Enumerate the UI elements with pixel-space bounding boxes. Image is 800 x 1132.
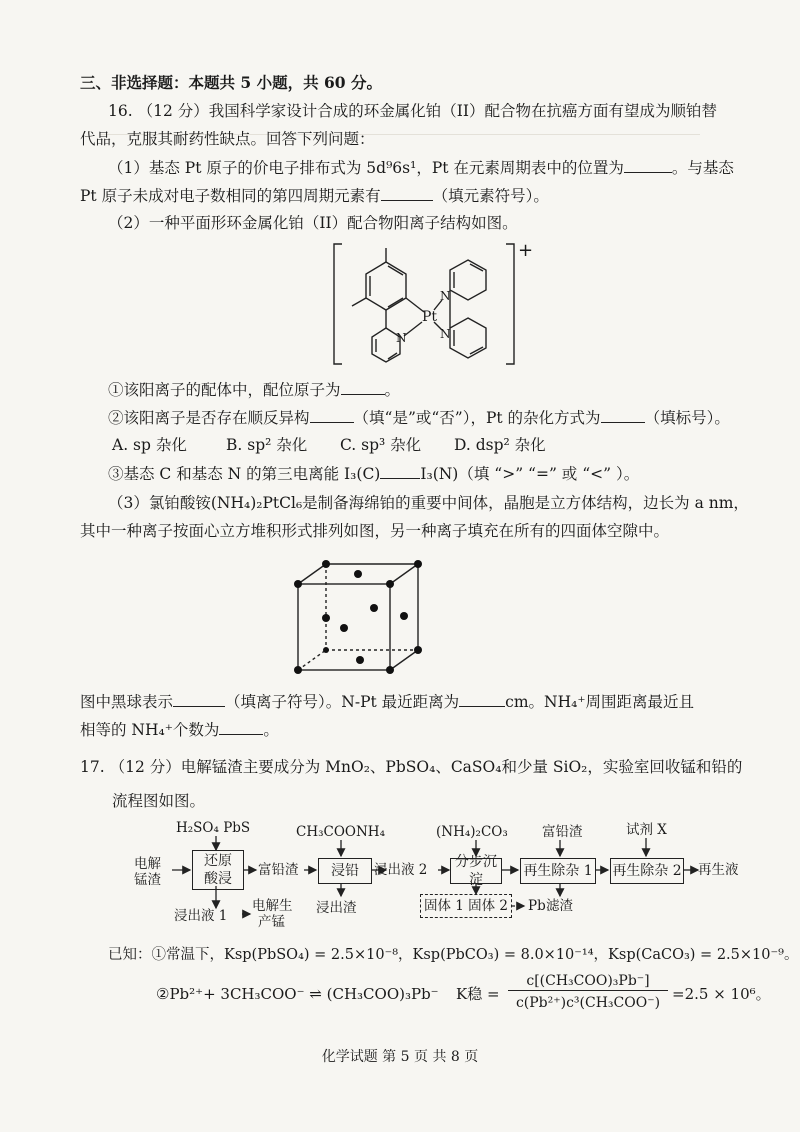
page-footer: 化学试题 第 5 页 共 8 页 <box>321 1049 479 1065</box>
q16-sub2-text-a: ②该阳离子是否存在顺反异构 <box>108 409 310 427</box>
n-atom-label: N <box>396 331 407 345</box>
section-header: 三、非选择题：本题共 5 小题，共 60 分。 <box>80 73 382 92</box>
q16-sub1-text-b: 。 <box>384 381 401 399</box>
option-d: D. dsp² 杂化 <box>454 436 546 454</box>
q16-part2-intro: （2）一种平面形环金属化铂（II）配合物阳离子结构如图。 <box>108 214 518 232</box>
q16-sub2-text-c: （填标号）。 <box>644 409 730 427</box>
q17-intro-line1: 17. （12 分）电解锰渣主要成分为 MnO₂、PbSO₄、CaSO₄和少量 SiO₂，实验室回收锰和铅的 <box>80 758 743 776</box>
flow-reagent-5: 试剂 X <box>626 822 667 838</box>
q17-intro-line2: 流程图如图。 <box>112 792 206 810</box>
option-c: C. sp³ 杂化 <box>340 436 422 454</box>
q16-part3-line1: （3）氯铂酸铵(NH₄)₂PtCl₆是制备海绵铂的重要中间体，晶胞是立方体结构，边长为 a nm， <box>108 494 749 512</box>
charge-sign: + <box>518 240 534 261</box>
benzene-ring <box>366 262 406 310</box>
flow-reagent-2: CH₃COONH₄ <box>296 824 385 840</box>
answer-blank[interactable] <box>341 378 385 395</box>
answer-blank[interactable] <box>173 690 225 707</box>
flow-reagent-1: H₂SO₄ PbS <box>176 820 251 836</box>
q16-sub2-text-b: （填“是”或“否”），Pt 的杂化方式为 <box>353 409 601 427</box>
q16-part3-text-d2: 。 <box>263 721 279 739</box>
answer-blank[interactable] <box>381 184 433 201</box>
q17-known-1: 已知：①常温下，Ksp(PbSO₄) = 2.5×10⁻⁸，Ksp(PbCO₃) = 8.0×10⁻¹⁴，Ksp(CaCO₃) = 2.5×10⁻⁹。 <box>108 947 799 963</box>
q16-sub3-text-b: I₃(N)（填 “>” “=” 或 “<” ）。 <box>420 465 640 483</box>
q16-part1-line1 <box>108 156 734 179</box>
methyl-group <box>352 298 366 306</box>
pyridine-ring <box>450 318 486 358</box>
process-flowchart <box>118 818 758 938</box>
answer-blank[interactable] <box>601 406 645 423</box>
q16-part3-line3 <box>80 690 694 713</box>
flow-step-regen-purify-1: 再生除杂 1 <box>520 858 596 884</box>
right-bracket <box>506 244 514 364</box>
q16-sub1 <box>108 378 400 401</box>
q17-known-2-equation: ②Pb²⁺+ 3CH₃COO⁻ ⇌ (CH₃COO)₃Pb⁻ <box>156 985 439 1003</box>
flow-output-1b-line2: 产锰 <box>258 914 285 930</box>
flow-step-stepwise-precip: 分步沉淀 <box>450 858 502 884</box>
q17-k-denominator: c(Pb²⁺)c³(CH₃COO⁻) <box>515 995 661 1011</box>
q16-intro-line2: 代品，克服其耐药性缺点。回答下列问题： <box>80 130 375 148</box>
flow-pb-product: Pb <box>528 898 546 914</box>
q16-part3-text-c1: 图中黑球表示 <box>80 693 174 711</box>
flow-intermediate-2: 浸出液 2 <box>374 862 428 878</box>
q16-part3-line2: 其中一种离子按面心立方堆积形式排列如图，另一种离子填充在所有的四面体空隙中。 <box>80 522 670 540</box>
flow-output-1: 浸出液 1 <box>174 908 228 924</box>
q16-part1-text-a: （1）基态 Pt 原子的价电子排布式为 5d⁹6s¹，Pt 在元素周期表中的位置为 <box>108 159 624 177</box>
flow-output-1b-line1: 电解生 <box>252 898 293 914</box>
flow-end-product: 再生液 <box>698 862 739 878</box>
q16-sub2 <box>108 406 730 429</box>
n-atom-label: N <box>440 289 451 303</box>
q16-part3-line4 <box>80 718 279 741</box>
q16-options <box>112 434 574 456</box>
flow-step-regen-purify-2: 再生除杂 2 <box>610 858 684 884</box>
option-a: A. sp 杂化 <box>112 436 187 454</box>
q16-sub3 <box>108 462 639 485</box>
flow-intermediate-1: 富铅渣 <box>258 862 299 878</box>
n-atom-label: N <box>440 327 451 341</box>
q16-intro-line1: 16. （12 分）我国科学家设计合成的环金属化铂（II）配合物在抗癌方面有望成为顺铂替 <box>108 102 717 120</box>
flow-step-reduction-leach <box>192 850 244 890</box>
flow-filter-residue: 滤渣 <box>546 898 573 914</box>
left-bracket <box>334 244 342 364</box>
q17-k-value: =2.5 × 10⁶。 <box>672 985 771 1003</box>
q17-known-2-k: K稳 = <box>456 985 500 1003</box>
pt-complex-structure <box>330 238 540 370</box>
q16-part1-text-d: （填元素符号）。 <box>432 187 549 205</box>
flow-step-label: 酸浸 <box>204 871 232 887</box>
q16-part1-text-b: 。与基态 <box>671 159 734 177</box>
option-b: B. sp² 杂化 <box>226 436 308 454</box>
flow-step-lead-leach: 浸铅 <box>318 858 372 884</box>
q16-part3-text-c2: （填离子符号）。N-Pt 最近距离为 <box>225 693 460 711</box>
flow-reagent-4: 富铅渣 <box>542 824 583 840</box>
pt-atom-label: Pt <box>422 309 438 325</box>
q16-part3-text-d1: 相等的 NH₄⁺个数为 <box>80 721 220 739</box>
flow-start-label-1: 电解 <box>134 856 161 872</box>
flow-output-2: 浸出渣 <box>316 900 357 916</box>
answer-blank[interactable] <box>219 718 263 735</box>
answer-blank[interactable] <box>380 462 420 479</box>
answer-blank[interactable] <box>310 406 354 423</box>
answer-blank[interactable] <box>624 156 672 173</box>
flow-start-label-2: 锰渣 <box>134 872 161 888</box>
q16-part3-text-c3: cm。NH₄⁺周围距离最近且 <box>505 693 695 711</box>
q16-part1-text-c: Pt 原子未成对电子数相同的第四周期元素有 <box>80 187 381 205</box>
pyridine-ring <box>450 260 486 300</box>
flow-reagent-3: (NH₄)₂CO₃ <box>436 824 508 840</box>
q17-k-numerator: c[(CH₃COO)₃Pb⁻] <box>508 972 668 991</box>
q16-sub3-text-a: ③基态 C 和基态 N 的第三电离能 I₃(C) <box>108 465 381 483</box>
flow-step-label: 还原 <box>204 853 232 869</box>
fcc-unit-cell <box>290 556 430 676</box>
q16-part1-line2 <box>80 184 549 207</box>
answer-blank[interactable] <box>459 690 505 707</box>
flow-solids-box: 固体 1 固体 2 <box>420 894 512 918</box>
q16-sub1-text-a: ①该阳离子的配体中，配位原子为 <box>108 381 341 399</box>
